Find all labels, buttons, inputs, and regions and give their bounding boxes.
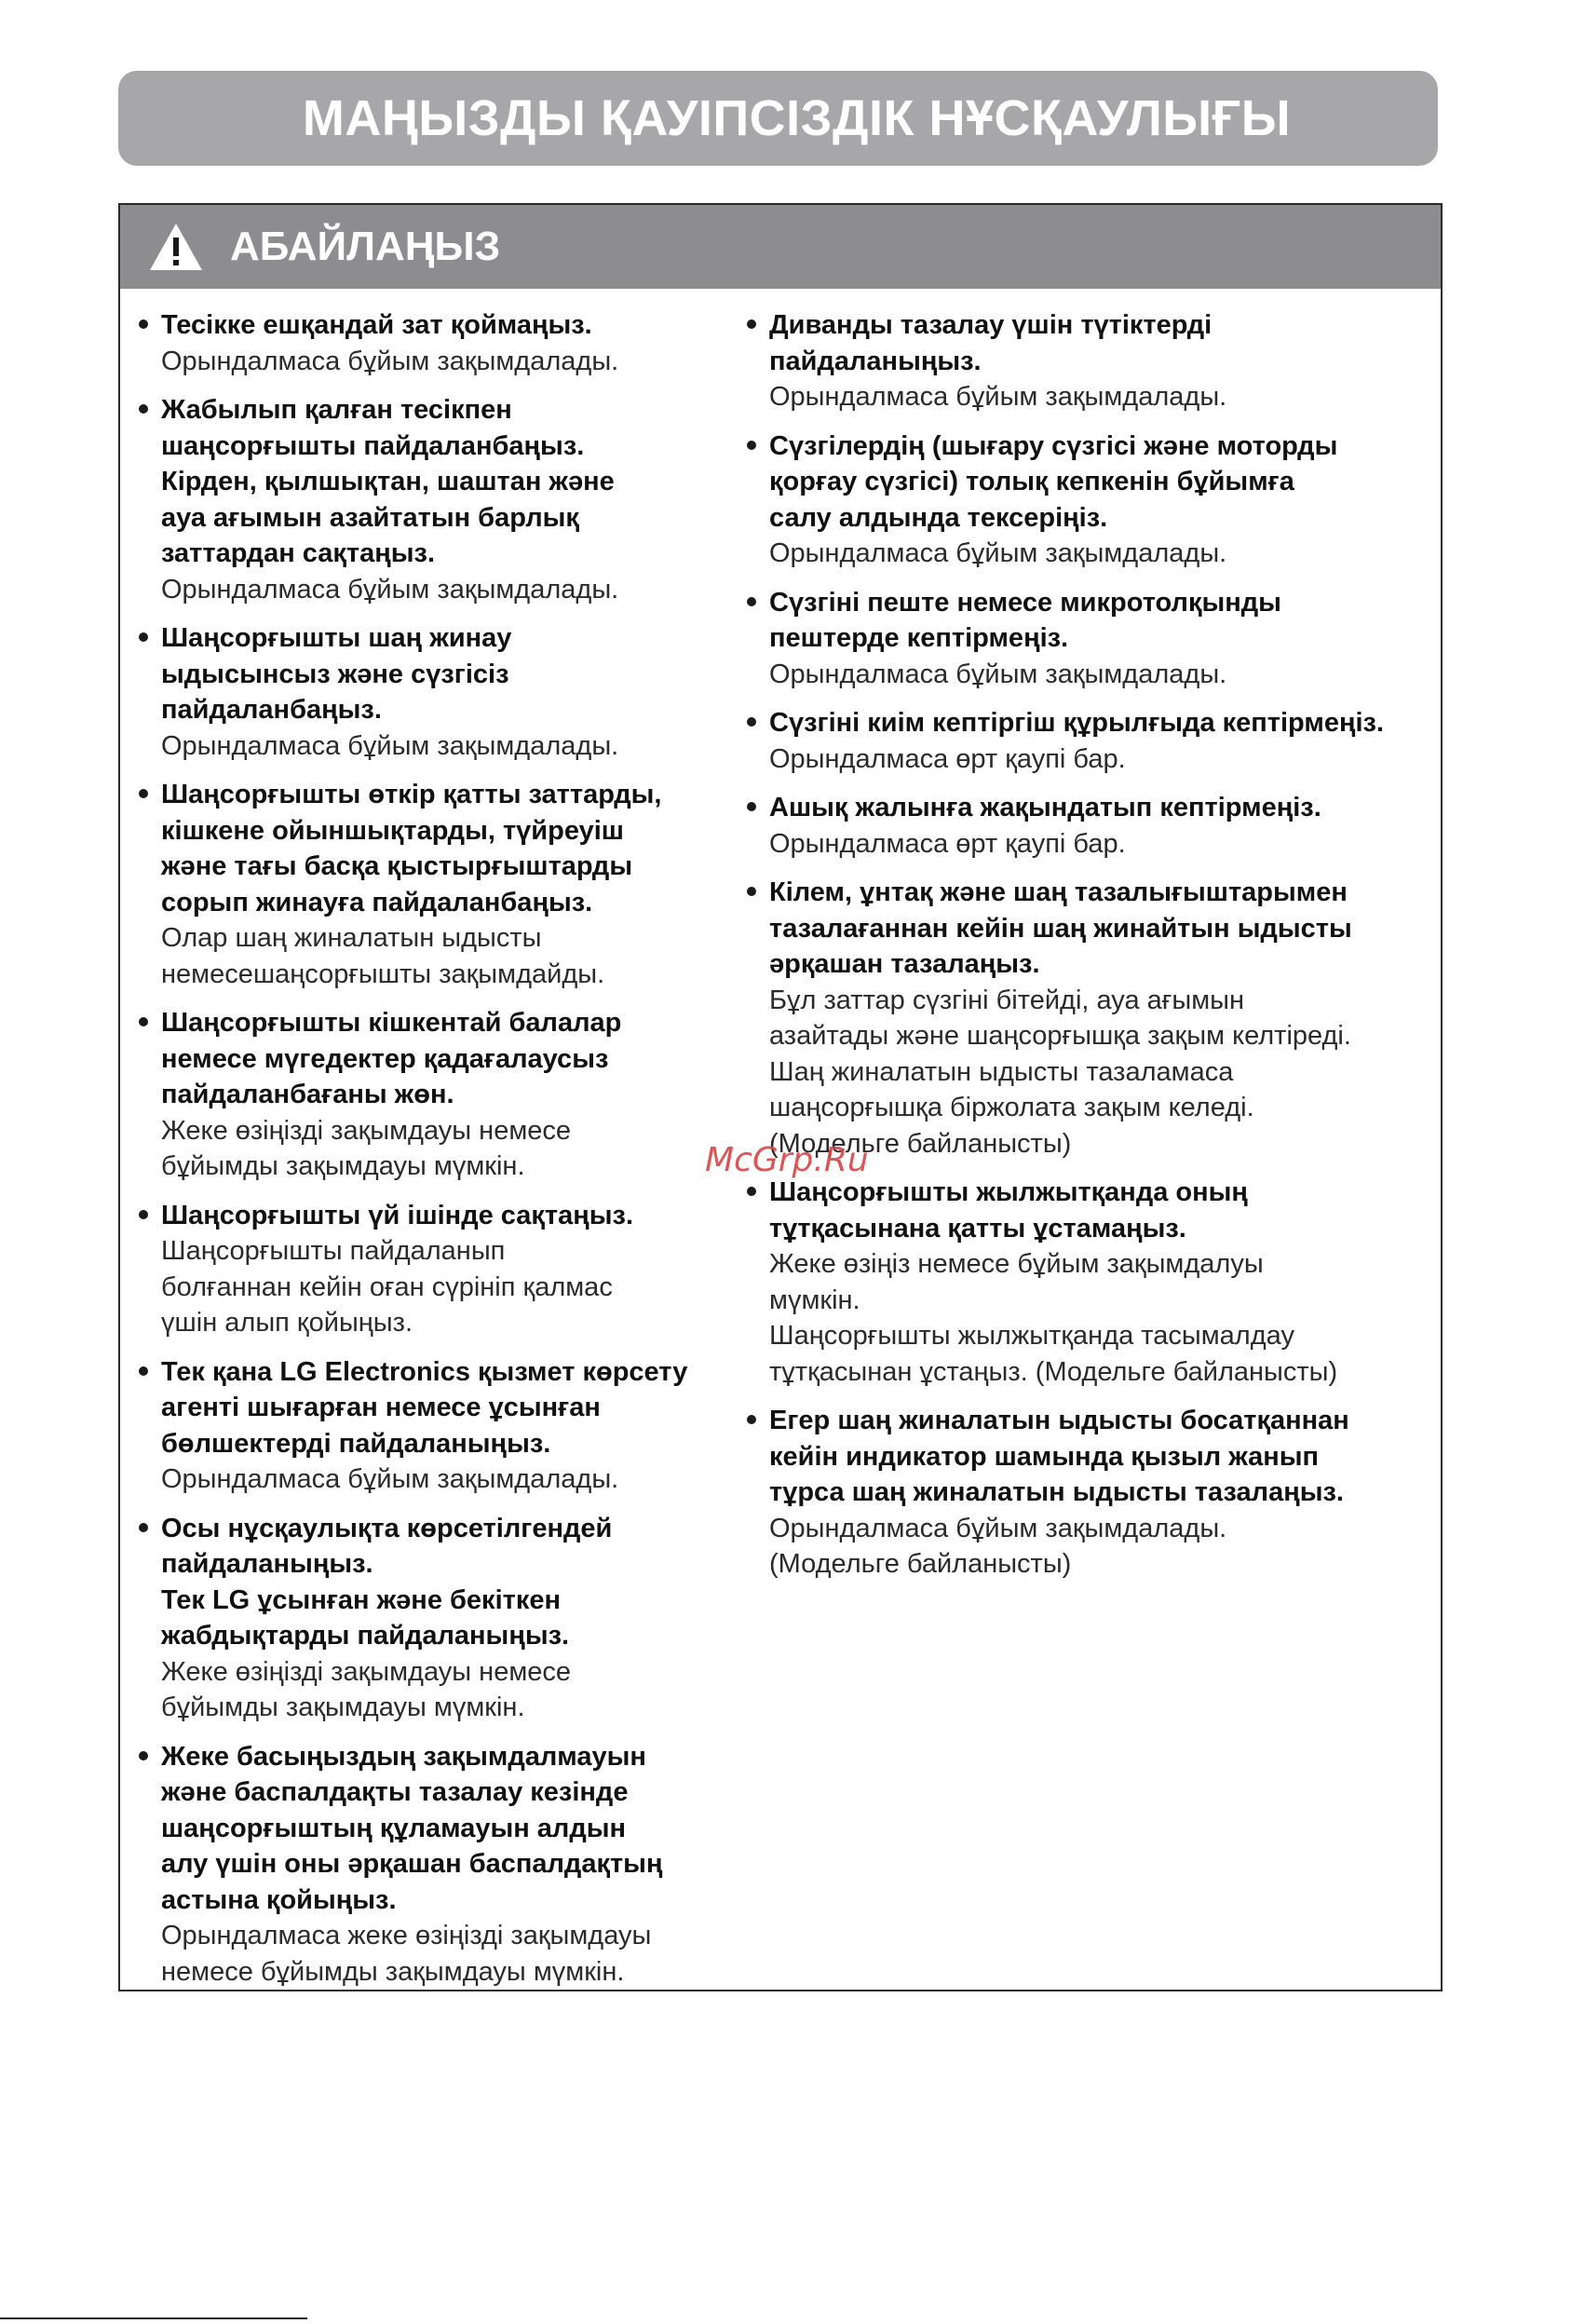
safety-item — [745, 1175, 1429, 1390]
item-body: Жеке өзіңізді зақымдауы немесе бұйымды зақымдауы мүмкін. — [161, 1115, 572, 1181]
safety-item — [137, 1354, 724, 1498]
bullet-icon — [747, 717, 756, 727]
item-body: Орындалмаса бұйым зақымдалады. (Модельге байланысты) — [769, 1513, 1227, 1579]
bullet-icon — [139, 789, 148, 798]
safety-item — [137, 307, 724, 379]
safety-item — [137, 1739, 724, 1991]
bullet-icon — [747, 1415, 756, 1424]
item-heading: Тек қана LG Electronics қызмет көрсету агенті шығарған немесе ұсынған бөлшектерді пайдаланыңыз. — [161, 1356, 688, 1459]
safety-item — [745, 790, 1429, 862]
bullet-icon — [747, 1187, 756, 1196]
bullet-icon — [747, 597, 756, 606]
bullet-icon — [139, 1210, 148, 1219]
caution-header — [120, 205, 1441, 289]
safety-item — [137, 620, 724, 764]
page-title: МАҢЫЗДЫ ҚАУІПСІЗДІК НҰСҚАУЛЫҒЫ — [302, 90, 1292, 146]
bullet-icon — [139, 319, 148, 329]
caution-label: АБАЙЛАҢЫЗ — [230, 224, 501, 269]
item-body: Шаңсорғышты пайдаланып болғаннан кейін оған сүрініп қалмас үшін алып қойыңыз. — [161, 1236, 613, 1338]
bullet-icon — [747, 441, 756, 450]
bullet-icon — [747, 887, 756, 896]
right-column — [745, 307, 1429, 1596]
caution-section — [118, 203, 1443, 1991]
item-heading: Ашық жалынға жақындатып кептірмеңіз. — [769, 793, 1321, 822]
item-heading: Сүзгіні пеште немесе микротолқынды пештерде кептірмеңіз. — [769, 587, 1281, 653]
bullet-icon — [139, 1523, 148, 1532]
bullet-icon — [139, 1751, 148, 1760]
item-heading: Шаңсорғышты жылжытқанда оның тұтқасынана қатты ұстамаңыз. — [769, 1177, 1248, 1244]
safety-item — [137, 1198, 724, 1341]
item-heading: Сүзгілердің (шығару сүзгісі және моторды қорғау сүзгісі) толық кепкенін бұйымға салу алдында тексеріңіз. — [769, 430, 1338, 533]
item-heading: Жеке басыңыздың зақымдалмауын және баспалдақты тазалау кезінде шаңсорғыштың құламауын алдын алу үшін оны әрқашан баспалдақтың астына қойыңыз. — [161, 1741, 663, 1915]
bullet-icon — [747, 319, 756, 329]
safety-item — [745, 585, 1429, 693]
item-body: Орындалмаса бұйым зақымдалады. — [161, 574, 619, 605]
item-body: Орындалмаса бұйым зақымдалады. — [161, 346, 619, 376]
item-heading: Сүзгіні киім кептіргіш құрылғыда кептірмеңіз. — [769, 708, 1385, 738]
safety-item — [137, 1511, 724, 1726]
item-heading: Шаңсорғышты үй ішінде сақтаңыз. — [161, 1200, 634, 1230]
bullet-icon — [139, 404, 148, 414]
item-body: Орындалмаса бұйым зақымдалады. — [769, 538, 1227, 568]
item-heading: Жабылып қалған тесікпен шаңсорғышты пайдаланбаңыз. Кірден, қылшықтан, шаштан және ауа ағымын азайтатын барлық заттардан сақтаңыз. — [161, 395, 615, 568]
item-body: Орындалмаса бұйым зақымдалады. — [161, 1464, 619, 1494]
item-heading: Тесікке ешқандай зат қоймаңыз. — [161, 310, 592, 340]
item-body: Орындалмаса бұйым зақымдалады. — [769, 382, 1227, 412]
bullet-icon — [747, 802, 756, 811]
item-heading: Шаңсорғышты өткір қатты заттарды, кішкене ойыншықтарды, түйреуіш және тағы басқа қыстырғыштарды сорып жинауға пайдаланбаңыз. — [161, 780, 662, 917]
left-column — [137, 307, 724, 2003]
watermark: McGrp.Ru — [705, 1141, 869, 1179]
item-body: Жеке өзіңіз немесе бұйым зақымдалуы мүмкін. Шаңсорғышты жылжытқанда тасымалдау тұтқасынан ұстаңыз. (Модельге байланысты) — [769, 1249, 1338, 1387]
item-heading: Егер шаң жиналатын ыдысты босатқаннан кейін индикатор шамында қызыл жанып тұрса шаң жиналатын ыдысты тазалаңыз. — [769, 1406, 1349, 1507]
safety-item — [745, 428, 1429, 572]
safety-item — [137, 392, 724, 607]
item-body: Жеке өзіңізді зақымдауы немесе бұйымды зақымдауы мүмкін. — [161, 1656, 572, 1722]
warning-triangle-icon — [148, 222, 204, 272]
bullet-icon — [139, 632, 148, 642]
bullet-icon — [139, 1017, 148, 1026]
item-heading: Кілем, ұнтақ және шаң тазалығыштарымен тазалағаннан кейін шаң жинайтын ыдысты әрқашан тазалаңыз. — [769, 877, 1352, 979]
item-heading: Диванды тазалау үшін түтіктерді пайдаланыңыз. — [769, 310, 1212, 376]
safety-item — [137, 1005, 724, 1185]
item-body: Орындалмаса бұйым зақымдалады. — [161, 730, 619, 761]
safety-item — [745, 1403, 1429, 1583]
bullet-icon — [139, 1366, 148, 1376]
left-item-list — [137, 307, 724, 1990]
item-heading: Шаңсорғышты кішкентай балалар немесе мүгедектер қадағалаусыз пайдаланбағаны жөн. — [161, 1008, 622, 1109]
safety-item — [745, 875, 1429, 1162]
safety-item — [137, 777, 724, 992]
safety-item — [745, 705, 1429, 777]
item-body: Олар шаң жиналатын ыдысты немесешаңсорғышты зақымдайды. — [161, 923, 605, 989]
safety-item — [745, 307, 1429, 415]
item-heading: Осы нұсқаулықта көрсетілгендей пайдаланыңыз. Тек LG ұсынған және бекіткен жабдықтарды пайдаланыңыз. — [161, 1513, 613, 1651]
right-item-list — [745, 307, 1429, 1583]
item-body: Орындалмаса жеке өзіңізді зақымдауы немесе бұйымды зақымдауы мүмкін. — [161, 1921, 652, 1987]
item-heading: Шаңсорғышты шаң жинау ыдысынсыз және сүзгісіз пайдаланбаңыз. — [161, 623, 512, 725]
title-banner — [118, 71, 1438, 166]
footer-rule — [0, 2317, 307, 2319]
item-body: Орындалмаса өрт қаупі бар. — [769, 743, 1126, 774]
item-body: Бұл заттар сүзгіні бітейді, ауа ағымын азайтады және шаңсорғышқа зақым келтіреді. Шаң жиналатын ыдысты тазаламаса шаңсорғышқа біржолата зақым келеді. (Модельге байланысты) — [769, 985, 1351, 1159]
item-body: Орындалмаса бұйым зақымдалады. — [769, 659, 1227, 689]
item-body: Орындалмаса өрт қаупі бар. — [769, 828, 1126, 859]
